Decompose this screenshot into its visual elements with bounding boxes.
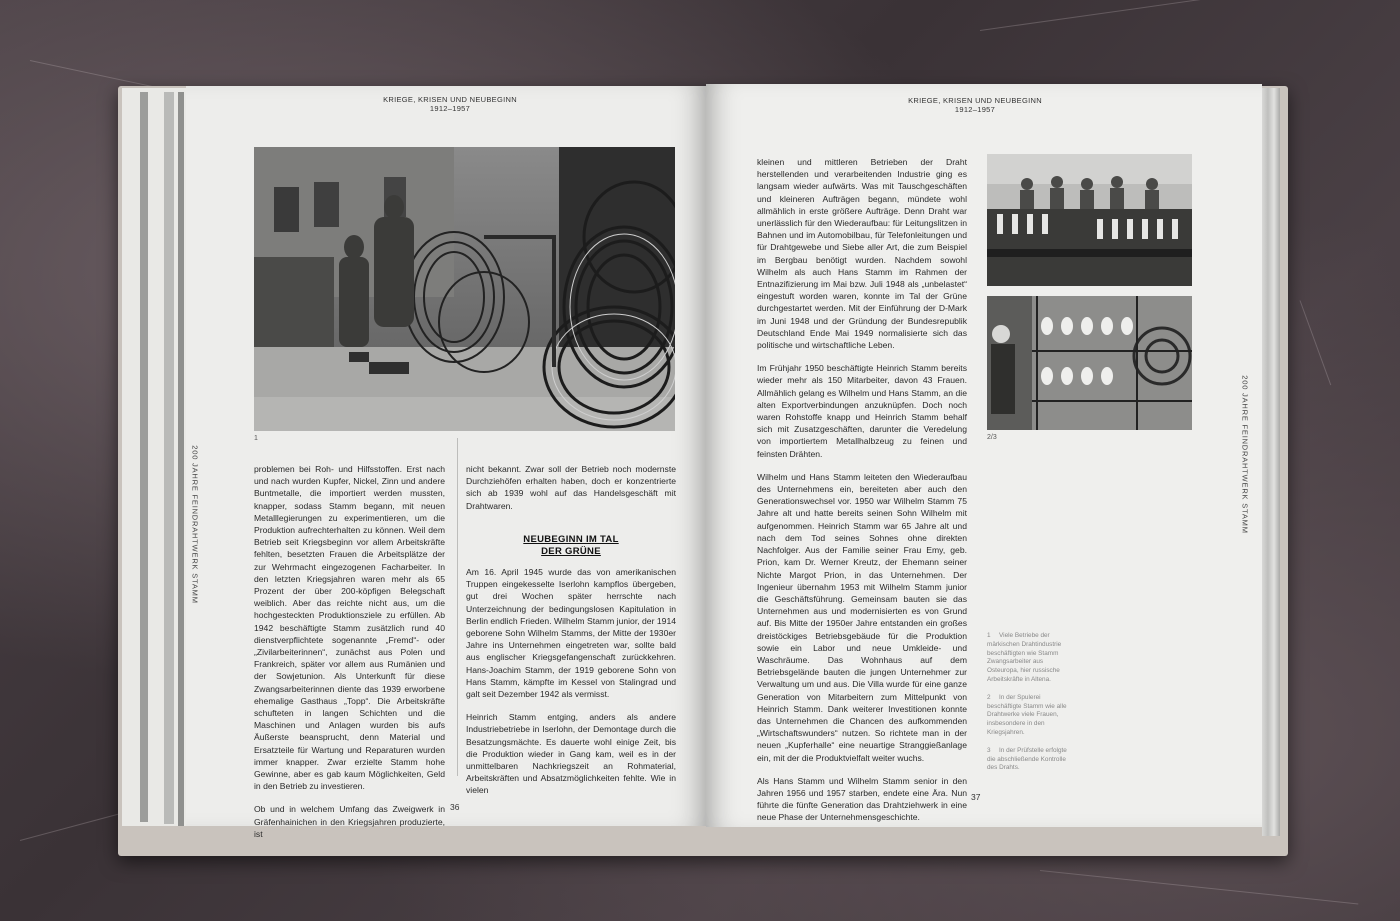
heading-line-2: DER GRÜNE xyxy=(541,546,601,557)
page-number-left: 36 xyxy=(450,802,460,812)
paragraph: problemen bei Roh- und Hilfsstoffen. Erst nach und nach wurden Kupfer, Nickel, Zinn und andere Buntmetalle, die importiert werden mussten, knapper, sodass Stamm begann, mit neuen Metalllegierungen zu experimentieren, um die Produktion aufrechterhalten zu können. Weil dem Betrieb seit Kriegsbeginn vor allem Arbeitskräfte fehlten, besetzten Frauen die Arbeitsplätze der zur Wehrmacht eingezogenen Facharbeiter. In den letzten Kriegsjahren waren mehr als 65 Prozent der über 200-köpfigen Belegschaft weiblich. Aber das reichte nicht aus, um die hochgesteckten Produktionsziele zu erfüllen. Ab 1942 beschäftigte Stamm zusätzlich rund 40 dienstverpflichtete sogenannte „Fremd“- oder „Zivilarbeiterinnen“, zunächst aus Polen und Frankreich, später vor allem aus Rumänien und der Sowjetunion. Als Unterkunft für diese Zwangsarbeiterinnen diente das 1939 erworbene ehemalige Gasthaus „Topp“. Die Arbeitskräfte schufteten in langen Schichten und die Maschinen und Anlagen wurden bis aufs Äußerste beansprucht, denn Material und Ersatzteile für Wartung und Reparaturen wurden immer knapper. Zwar erzielte Stamm hohe Gewinne, aber es gab kaum Möglichkeiten, Geld in den Betrieb zu investieren. xyxy=(254,464,445,792)
surface-scratch xyxy=(1040,870,1358,904)
inspection-station-photo xyxy=(987,296,1192,430)
left-running-head xyxy=(380,95,520,113)
paragraph: nicht bekannt. Zwar soll der Betrieb noch modernste Durchziehöfen erhalten haben, doch er konzentrierte sich ab 1939 wohl auf das Handelsgeschäft mit Drahtwaren. xyxy=(466,464,676,511)
paragraph: Wilhelm und Hans Stamm leiteten den Wiederaufbau des Unternehmens ein, bereiteten aber auch den Generationswechsel vor. 1950 war Wilhelm Stamm 75 Jahre alt und hatte bereits seinen Sohn Wilhelm mit aufgenommen. Heinrich Stamm war 65 Jahre alt und nach dem Tod seines Sohnes ohne direkten Nachfolger. Aus der Familie seiner Frau Emy, geb. Prion, kam Dr. Werner Kreutz, der Ehemann seiner Nichte Margot Prion, in das Unternehmen. Der Ingenieur übernahm 1953 mit Wilhelm Stamm junior die Geschäftsführung. Gemeinsam bauten sie das Unternehmen aus und modernisierten es von Grund auf. Bis Mitte der 1950er Jahre entstanden ein großes dreistöckiges Betriebsgebäude für die Produktion sowie ein Labor und neue Umkleide- und Waschräume. Das Wohnhaus auf dem Betriebsgelände bauten die jungen Unternehmer zur Verwaltung um und aus. Die Villa wurde für eine ganze Generation von Mitarbeitern zum Mittelpunkt von Heinrich Stamm. Dank weiterer Investitionen konnte das Unternehmen die Chancen des aufkommenden „Wirtschaftswunders“ nutzen. So richtete man in der neuen „Kupferhalle“ eine neuartige Stranggießanlage ein, mit der die Produktvielfalt weiter wuchs. xyxy=(757,471,967,763)
section-heading xyxy=(496,534,646,558)
right-column xyxy=(757,156,967,835)
women-workers-photo xyxy=(987,154,1192,286)
note-number: 3 xyxy=(987,746,991,754)
page-edge-strip xyxy=(178,92,184,826)
left-column-2 xyxy=(466,566,676,808)
paragraph: Im Frühjahr 1950 beschäftigte Heinrich Stamm bereits wieder mehr als 150 Mitarbeiter, davon 43 Frauen. Allmählich gelang es Wilhelm und Hans Stamm, an die alten Exportverbindungen anzuknüpfen. Doch noch waren Rohstoffe knapp und Heinrich Stamm behalf sich mit Zusatzgeschäften, darunter die Veredelung von importiertem Metallhalbzeug zu feinen und feinsten Drähten. xyxy=(757,363,967,459)
note-text: In der Spulerei beschäftigte Stamm wie alle Drahtwerke viele Frauen, insbesondere in den Kriegsjahren. xyxy=(987,693,1067,736)
note-number: 2 xyxy=(987,693,991,701)
photo-number-2-3: 2/3 xyxy=(987,434,997,441)
running-head-title: KRIEGE, KRISEN UND NEUBEGINN xyxy=(908,96,1042,105)
page-edge-strip xyxy=(140,92,148,822)
running-head-years: 1912–1957 xyxy=(429,104,471,113)
surface-scratch xyxy=(980,0,1277,31)
note-1 xyxy=(987,632,1075,685)
running-head-title: KRIEGE, KRISEN UND NEUBEGINN xyxy=(383,95,517,104)
note-text: Viele Betriebe der märkischen Drahtindustrie beschäftigten wie Stamm Zwangsarbeiter aus Osteuropa, hier russische Arbeitskräfte in Altena. xyxy=(987,632,1062,683)
left-column-2-top xyxy=(466,463,676,523)
left-spine-label: 200 JAHRE FEINDRAHTWERK STAMM xyxy=(190,445,200,604)
paragraph: Heinrich Stamm entging, anders als andere Industriebetriebe in Iserlohn, der Demontage durch die Besatzungsmächte. Es dauerte wohl einige Zeit, bis die Produktion wieder in Gang kam, weil es in der unmittelbaren Nachkriegszeit an Rohmaterial, Arbeitskräften und Absatzmöglichkeiten fehlte. Wie in vielen xyxy=(466,712,676,796)
paragraph: Am 16. April 1945 wurde das von amerikanischen Truppen eingekesselte Iserlohn kampflos übergeben, gut drei Wochen später herrschte nach Unterzeichnung der bedingungslosen Kapitulation in Berlin endlich Frieden. Wilhelm Stamm junior, der 1914 geborene Sohn Wilhelm Stamms, der Mitte der 1930er Jahre ins Unternehmen eingetreten war, sollte bald aus englischer Kriegsgefangenschaft zurückkehren. Hans-Joachim Stamm, der 1919 geborene Sohn von Hans Stamm, kämpfte im Kessel von Stalingrad und galt seit Dezember 1942 als vermisst. xyxy=(466,567,676,700)
column-rule xyxy=(457,438,458,776)
paragraph: Als Hans Stamm und Wilhelm Stamm senior in den Jahren 1956 und 1957 starben, endete eine Ära. Nun führte die fünfte Generation das Drahtziehwerk in eine neue Phase der Unternehmensgeschichte. xyxy=(757,775,967,823)
right-running-head xyxy=(905,96,1045,114)
page-edges-right xyxy=(1262,88,1280,836)
page-edge-strip xyxy=(164,92,174,824)
note-3 xyxy=(987,747,1075,773)
note-text: In der Prüfstelle erfolgte die abschließende Kontrolle des Drahts. xyxy=(987,746,1067,772)
wire-coils-photo xyxy=(254,147,675,431)
left-column-1 xyxy=(254,463,445,851)
note-number: 1 xyxy=(987,632,991,639)
surface-scratch xyxy=(1300,300,1332,385)
photo-notes xyxy=(987,632,1075,782)
paragraph: Ob und in welchem Umfang das Zweigwerk in Gräfenhainichen in den Kriegsjahren produzierte, ist xyxy=(254,804,445,839)
photo-number-1: 1 xyxy=(254,435,258,442)
paragraph: kleinen und mittleren Betrieben der Draht herstellenden und verarbeitenden Industrie ging es langsam wieder aufwärts. Was mit Tauschgeschäften und kleineren Aufträgen begann, mündete wohl allmählich in erste größere Aufträge. Denn Draht war unerlässlich für den Wiederaufbau: für Leitungslitzen in Bahnen und im Automobilbau, für Telefonleitungen und für Drahtgewebe und Siebe aller Art, die zum Beispiel im Bergbau benötigt wurden. Nachdem sowohl Wilhelm als auch Hans Stamm im Rahmen der Entnazifizierung im Mai bzw. Juli 1948 als „unbelastet“ eingestuft worden waren, konnte im Tal der Grüne durchgestartet werden. Mit der Einführung der D-Mark im Juni 1948 und der Gründung der Bundesrepublik Deutschland Ende Mai 1949 normalisierte sich das politische und wirtschaftliche Leben. xyxy=(757,157,967,351)
running-head-years: 1912–1957 xyxy=(954,105,996,114)
page-number-right: 37 xyxy=(971,792,981,802)
right-spine-label: 200 JAHRE FEINDRAHTWERK STAMM xyxy=(1240,375,1250,534)
heading-line-1: NEUBEGINN IM TAL xyxy=(523,534,619,545)
note-2 xyxy=(987,694,1075,738)
